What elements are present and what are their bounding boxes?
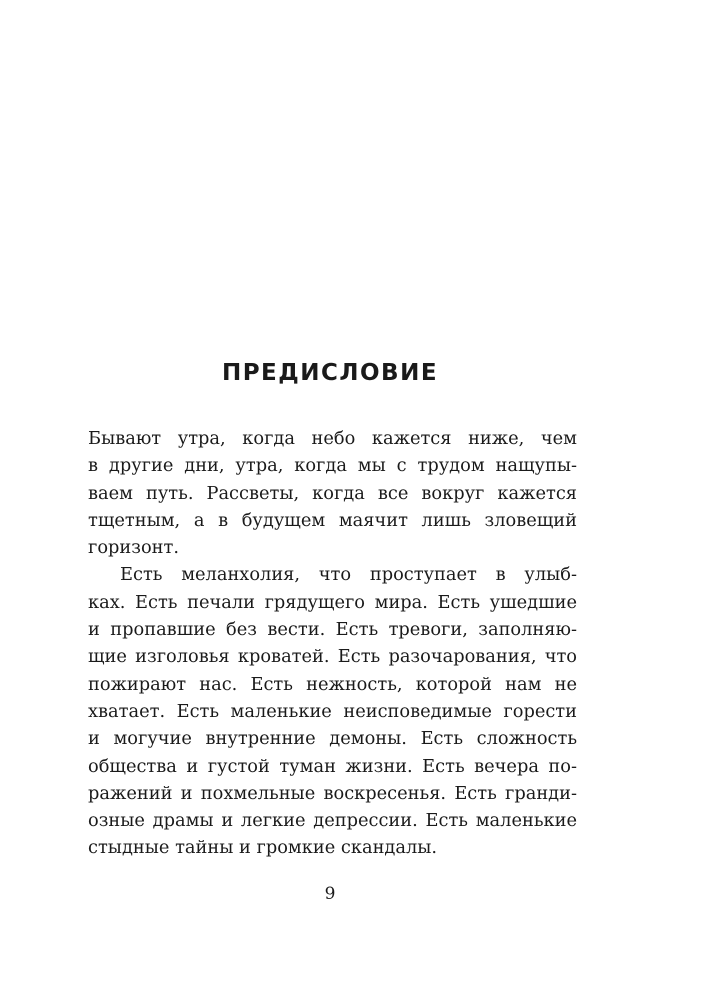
text-line: общества и густой туман жизни. Есть вечера по- [88, 755, 577, 777]
text-line: озные драмы и легкие депрессии. Есть маленькие [88, 810, 577, 832]
text-line: хватает. Есть маленькие неисповедимые горести [88, 700, 577, 722]
paragraph [88, 425, 577, 561]
text-line: и пропавшие без вести. Есть тревоги, заполняю- [88, 619, 577, 641]
text-line: тщетным, а в будущем маячит лишь зловещий [88, 509, 577, 531]
paragraph [88, 561, 577, 861]
text-line: Бывают утра, когда небо кажется ниже, чем [88, 428, 577, 449]
chapter-title: ПРЕДИСЛОВИЕ [221, 360, 439, 386]
text-line: стыдные тайны и громкие скандалы. [88, 837, 438, 859]
text-line: пожирают нас. Есть нежность, которой нам не [88, 673, 577, 695]
text-line: Есть меланхолия, что проступает в улыб- [120, 564, 577, 586]
text-line: ваем путь. Рассветы, когда все вокруг кажется [88, 482, 577, 504]
text-line: в другие дни, утра, когда мы с трудом нащупы- [88, 455, 577, 477]
text-line: щие изголовья кроватей. Есть разочарования, что [88, 646, 577, 668]
text-line: горизонт. [88, 537, 179, 559]
body-text [88, 425, 577, 862]
text-line: и могучие внутренние демоны. Есть сложность [88, 728, 577, 750]
text-line: ках. Есть печали грядущего мира. Есть ушедшие [88, 591, 577, 613]
page-number: 9 [324, 884, 336, 904]
text-line: ражений и похмельные воскресенья. Есть гранди- [88, 782, 577, 804]
